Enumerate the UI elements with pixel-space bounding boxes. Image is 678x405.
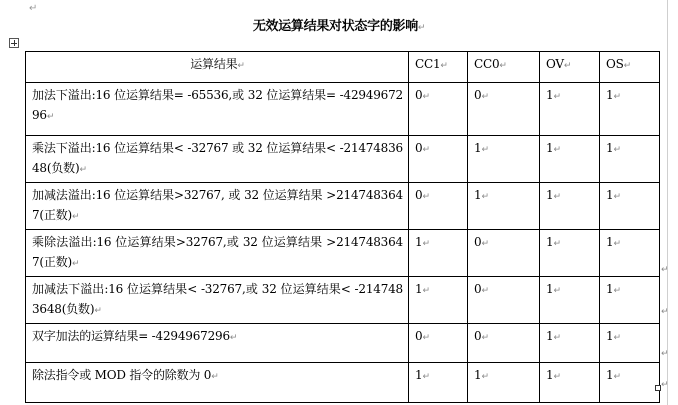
ov-cell: 1↵ (540, 230, 600, 277)
table-move-handle-icon[interactable] (9, 38, 19, 48)
os-cell: 1↵ (600, 230, 660, 277)
page-margin-rule (667, 0, 668, 405)
table-row (26, 83, 660, 136)
os-cell: 1↵ (600, 136, 660, 183)
os-cell: 1↵ (600, 324, 660, 363)
ov-cell: 1↵ (540, 83, 600, 136)
header-cell-ov: OV↵ (540, 52, 600, 83)
row-end-mark: ↵ (661, 265, 669, 275)
top-paragraph-mark: ↵ (29, 3, 38, 14)
document-title (0, 19, 678, 36)
table-row (26, 230, 660, 277)
cc1-cell: 0↵ (409, 136, 468, 183)
os-cell: 1↵ (600, 183, 660, 230)
row-end-mark: ↵ (661, 307, 669, 317)
header-cell-os: OS↵ (600, 52, 660, 83)
cc1-cell: 1↵ (409, 277, 468, 324)
cc1-cell: 0↵ (409, 83, 468, 136)
table-row (26, 136, 660, 183)
cc1-cell: 1↵ (409, 230, 468, 277)
cc1-cell: 1↵ (409, 363, 468, 403)
cc0-cell: 0↵ (468, 83, 540, 136)
cc1-cell: 0↵ (409, 183, 468, 230)
cc0-cell: 1↵ (468, 136, 540, 183)
row-end-mark: ↵ (661, 349, 669, 359)
status-word-table (25, 51, 660, 403)
table-row (26, 277, 660, 324)
table-row (26, 183, 660, 230)
desc-cell: 加减法溢出:16 位运算结果>32767, 或 32 位运算结果 >2147483647(正数)↵ (26, 183, 409, 230)
header-cell-cc0: CC0↵ (468, 52, 540, 83)
desc-cell: 加减法下溢出:16 位运算结果< -32767,或 32 位运算结果< -2147483648(负数)↵ (26, 277, 409, 324)
ov-cell: 1↵ (540, 363, 600, 403)
ov-cell: 1↵ (540, 136, 600, 183)
table-row (26, 324, 660, 363)
desc-cell: 乘除法溢出:16 位运算结果>32767,或 32 位运算结果 >2147483647(正数)↵ (26, 230, 409, 277)
desc-cell: 双字加法的运算结果= -4294967296↵ (26, 324, 409, 363)
ov-cell: 1↵ (540, 324, 600, 363)
cc0-cell: 1↵ (468, 183, 540, 230)
desc-cell: 加法下溢出:16 位运算结果= -65536,或 32 位运算结果= -4294967296↵ (26, 83, 409, 136)
cc0-cell: 0↵ (468, 324, 540, 363)
table-row (26, 363, 660, 403)
row-end-mark: ↵ (661, 380, 669, 390)
cc0-cell: 0↵ (468, 277, 540, 324)
cc1-cell: 0↵ (409, 324, 468, 363)
os-cell: 1↵ (600, 83, 660, 136)
header-row (26, 52, 660, 83)
paragraph-mark: ↵ (417, 23, 426, 33)
os-cell: 1↵ (600, 363, 660, 403)
header-cell-cc1: CC1↵ (409, 52, 468, 83)
desc-cell: 除法指令或 MOD 指令的除数为 0↵ (26, 363, 409, 403)
ov-cell: 1↵ (540, 277, 600, 324)
ov-cell: 1↵ (540, 183, 600, 230)
desc-cell: 乘法下溢出:16 位运算结果< -32767 或 32 位运算结果< -2147483648(负数)↵ (26, 136, 409, 183)
cc0-cell: 0↵ (468, 230, 540, 277)
cc0-cell: 1↵ (468, 363, 540, 403)
title-text: 无效运算结果对状态字的影响 (252, 19, 418, 34)
os-cell: 1↵ (600, 277, 660, 324)
header-cell-result: 运算结果↵ (26, 52, 409, 83)
